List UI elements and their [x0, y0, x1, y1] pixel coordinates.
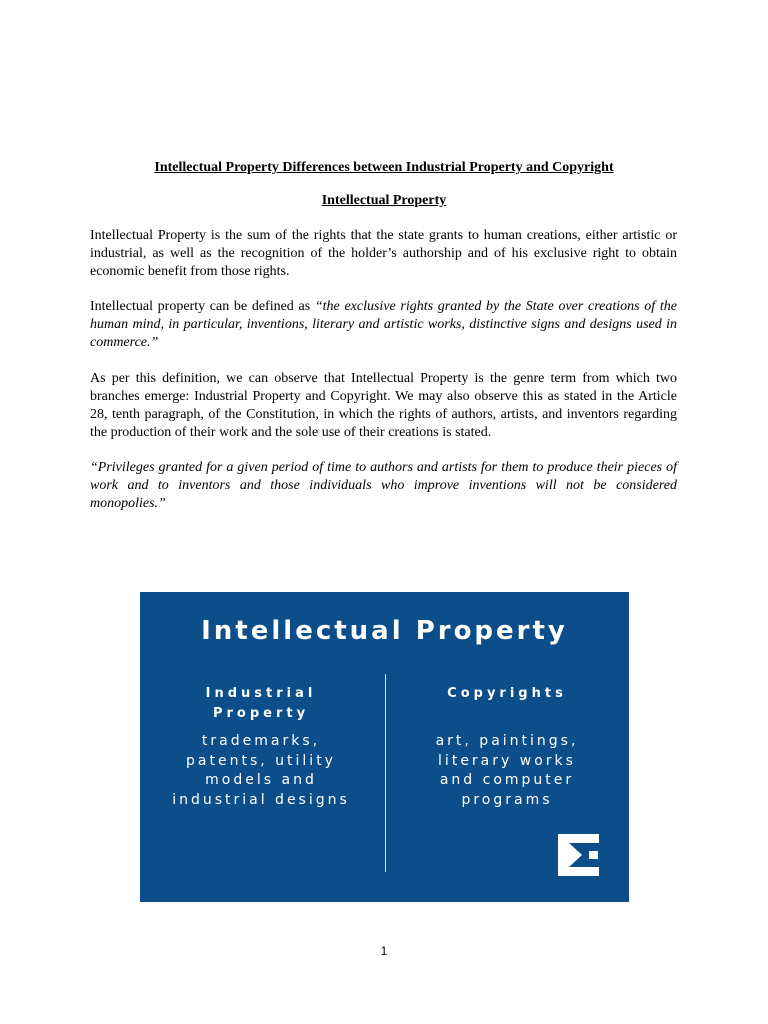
section-heading: Intellectual Property: [321, 193, 447, 208]
example-line: trademarks,: [201, 733, 321, 749]
paragraph-definition: Intellectual Property is the sum of the rights that the state grants to human creations, either artistic or industrial, as well as the recognition of the holder’s authorship and of his exclusive right to obtain economic benefit from those rights.: [90, 228, 677, 279]
paragraph-branches: As per this definition, we can observe that Intellectual Property is the genre term from which two branches emerge: Industrial Property and Copyright. We may also observe this as stated in the Article 28, tenth paragraph, of the Constitution, in which the rights of authors, artists, and inventors regarding the production of their work and the sole use of their creations is stated.: [90, 371, 677, 440]
brand-logo-icon: [558, 834, 599, 876]
paragraph-intro-text: Intellectual property can be defined as: [90, 299, 315, 314]
banner-title: Intellectual Property: [201, 616, 568, 646]
copyrights-examples: [402, 732, 612, 810]
intellectual-property-banner: [140, 592, 629, 902]
industrial-property-heading: [150, 684, 372, 724]
example-line: industrial designs: [172, 791, 350, 808]
document-title: Intellectual Property Differences between Industrial Property and Copyright: [154, 160, 614, 175]
example-line: models and: [205, 772, 317, 788]
heading-line: Property: [212, 706, 310, 721]
copyrights-heading: Copyrights: [447, 686, 567, 701]
paragraph-quote-definition: [90, 298, 677, 352]
example-line: literary works: [438, 752, 576, 769]
page-number: 1: [380, 944, 388, 958]
paragraph-constitution-quote: “Privileges granted for a given period of time to authors and artists for them to produce their pieces of work and to inventors and those individuals who improve inventions will not be considered monopolies.”: [90, 460, 677, 511]
copyrights-column: [402, 684, 612, 810]
example-line: and computer: [439, 772, 575, 788]
heading-line: Industrial: [205, 686, 317, 701]
example-line: patents, utility: [186, 752, 336, 769]
example-line: programs: [461, 791, 553, 808]
industrial-property-examples: [150, 732, 372, 810]
industrial-property-column: [150, 684, 372, 810]
banner-divider: [385, 674, 386, 872]
quoted-definition: “the exclusive rights granted by the State over creations of the human mind, in particular, inventions, literary and artistic works, distinctive signs and designs used in commerce.”: [90, 299, 677, 350]
example-line: art, paintings,: [435, 733, 579, 749]
